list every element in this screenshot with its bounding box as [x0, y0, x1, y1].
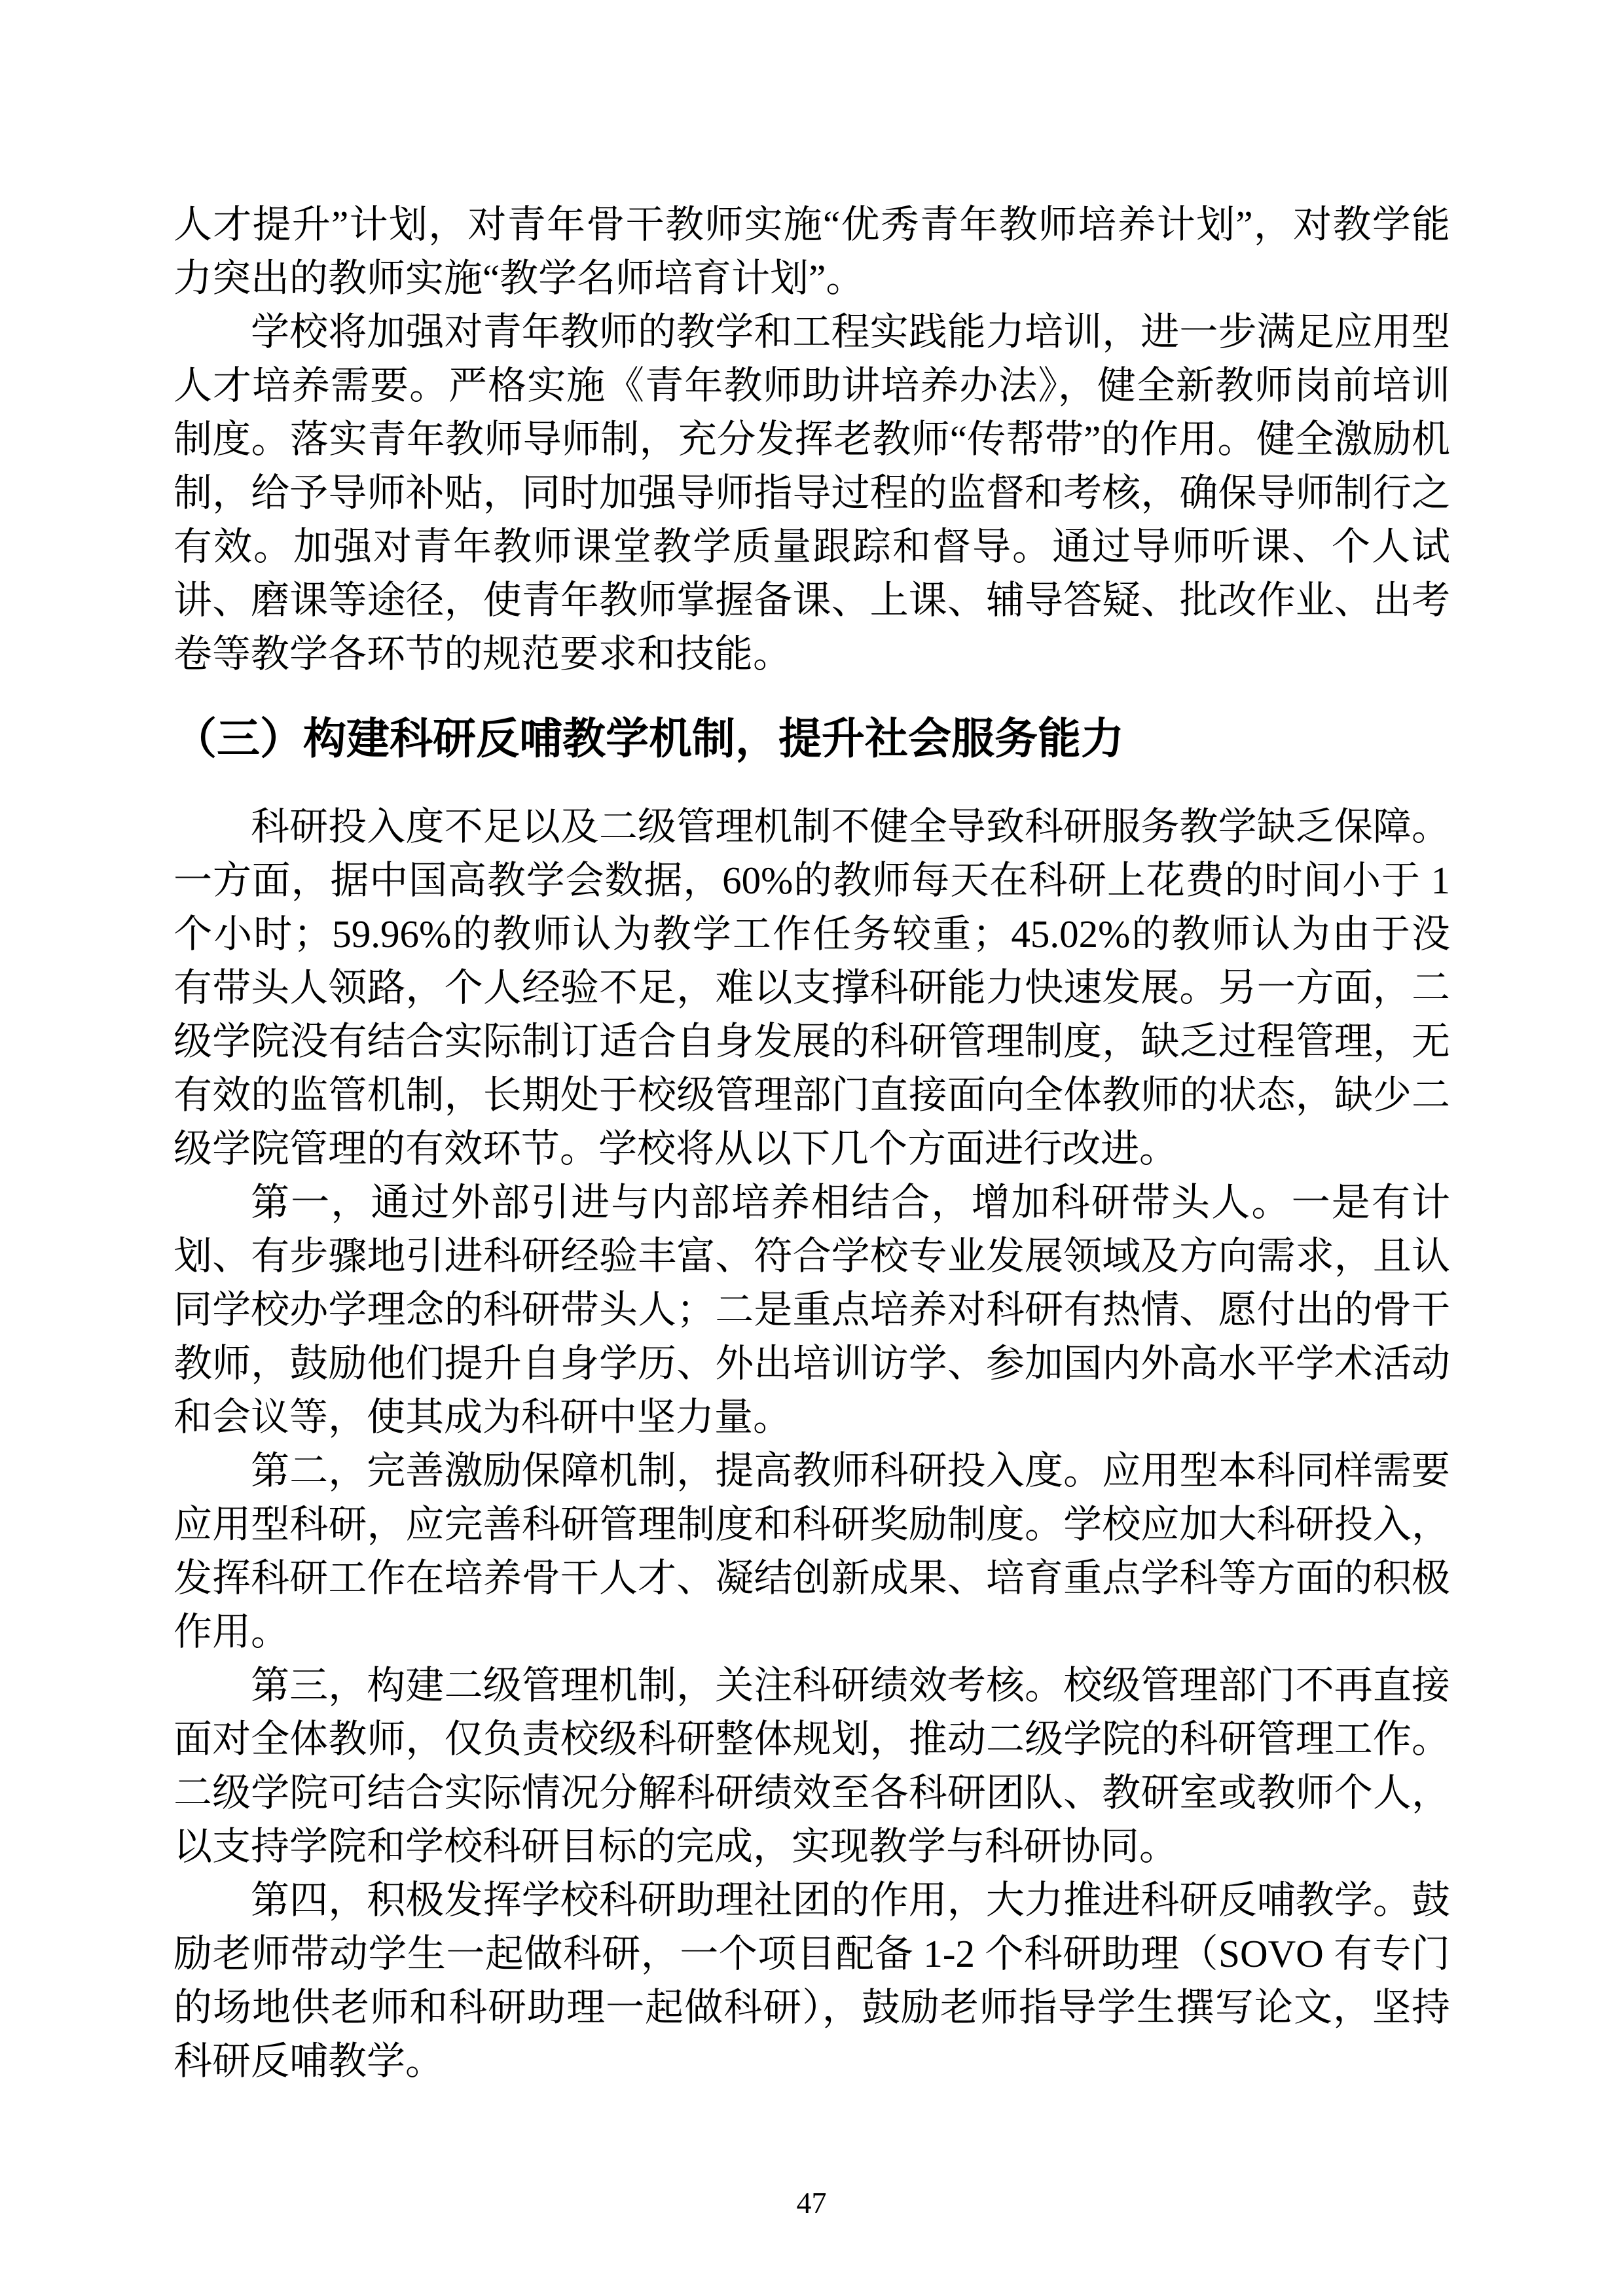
document-body: [173, 198, 1450, 2088]
paragraph: 科研投入度不足以及二级管理机制不健全导致科研服务教学缺乏保障。一方面，据中国高教学会数据，60%的教师每天在科研上花费的时间小于 1 个小时；59.96%的教师认为教学工作任务较重；45.02%的教师认为由于没有带头人领路，个人经验不足，难以支撑科研能力快速发展。另一方面，二级学院没有结合实际制订适合自身发展的科研管理制度，缺乏过程管理，无有效的监管机制，长期处于校级管理部门直接面向全体教师的状态，缺少二级学院管理的有效环节。学校将从以下几个方面进行改进。: [173, 805, 1450, 1170]
paragraph: 第三，构建二级管理机制，关注科研绩效考核。校级管理部门不再直接面对全体教师，仅负责校级科研整体规划，推动二级学院的科研管理工作。二级学院可结合实际情况分解科研绩效至各科研团队、教研室或教师个人，以支持学院和学校科研目标的完成，实现教学与科研协同。: [173, 1664, 1450, 1868]
paragraph: 第一，通过外部引进与内部培养相结合，增加科研带头人。一是有计划、有步骤地引进科研经验丰富、符合学校专业发展领域及方向需求，且认同学校办学理念的科研带头人；二是重点培养对科研有热情、愿付出的骨干教师，鼓励他们提升自身学历、外出培训访学、参加国内外高水平学术活动和会议等，使其成为科研中坚力量。: [173, 1181, 1450, 1439]
paragraph: 第二，完善激励保障机制，提高教师科研投入度。应用型本科同样需要应用型科研，应完善科研管理制度和科研奖励制度。学校应加大科研投入，发挥科研工作在培养骨干人才、凝结创新成果、培育重点学科等方面的积极作用。: [173, 1449, 1450, 1653]
paragraph: 学校将加强对青年教师的教学和工程实践能力培训，进一步满足应用型人才培养需要。严格实施《青年教师助讲培养办法》，健全新教师岗前培训制度。落实青年教师导师制，充分发挥老教师“传帮带”的作用。健全激励机制，给予导师补贴，同时加强导师指导过程的监督和考核，确保导师制行之有效。加强对青年教师课堂教学质量跟踪和督导。通过导师听课、个人试讲、磨课等途径，使青年教师掌握备课、上课、辅导答疑、批改作业、出考卷等教学各环节的规范要求和技能。: [173, 310, 1450, 675]
page-footer: [0, 2185, 1623, 2221]
page-number: 47: [796, 2186, 827, 2219]
section-heading: （三）构建科研反哺教学机制，提升社会服务能力: [173, 714, 1124, 762]
paragraph: 人才提升”计划，对青年骨干教师实施“优秀青年教师培养计划”，对教学能力突出的教师实施“教学名师培育计划”。: [173, 203, 1450, 300]
paragraph: 第四，积极发挥学校科研助理社团的作用，大力推进科研反哺教学。鼓励老师带动学生一起做科研，一个项目配备 1-2 个科研助理（SOVO 有专门的场地供老师和科研助理一起做科研），鼓励老师指导学生撰写论文，坚持科研反哺教学。: [173, 1878, 1450, 2083]
